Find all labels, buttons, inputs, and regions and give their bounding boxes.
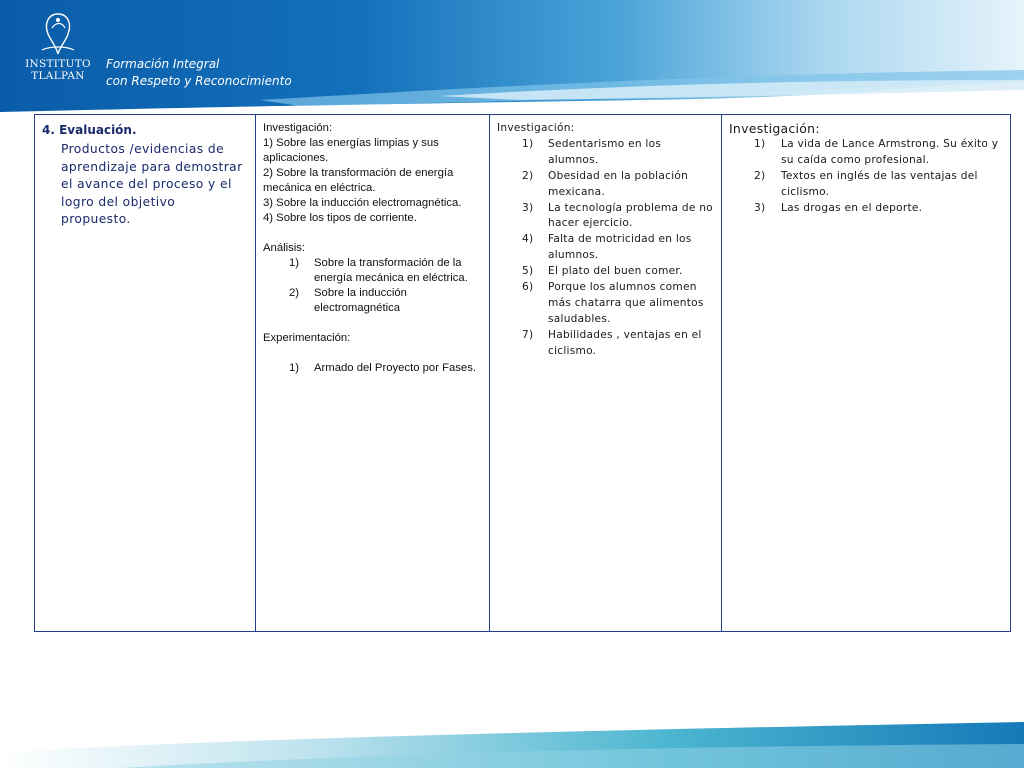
list-item: 4) Falta de motricidad en los alumnos. [522, 233, 692, 262]
experimentacion-heading: Experimentación: [263, 332, 351, 344]
footer-banner [0, 708, 1024, 768]
investigacion-item: 3) Sobre la inducción electromagnética. [263, 197, 462, 209]
investigacion-heading: Investigación: [497, 122, 575, 134]
column-evaluation [35, 115, 256, 631]
list-item: 1) La vida de Lance Armstrong. Su éxito y su caída como profesional. [754, 138, 999, 166]
analisis-list [263, 256, 483, 316]
tagline-line-2: con Respeto y Reconocimiento [106, 74, 292, 88]
evaluation-table [34, 114, 1011, 632]
investigacion-item: 4) Sobre los tipos de corriente. [263, 212, 417, 224]
investigacion-item: 2) Sobre la transformación de energía mecánica en eléctrica. [263, 167, 454, 194]
tagline [106, 56, 292, 90]
investigacion-item: 1) Sobre las energías limpias y sus aplicaciones. [263, 137, 439, 164]
evaluation-title: 4. Evaluación. [42, 123, 137, 137]
list-item: 2) Sobre la inducción electromagnética [289, 287, 407, 314]
column-energy [256, 115, 490, 631]
tagline-line-1: Formación Integral [106, 57, 220, 71]
list-item: 5) El plato del buen comer. [522, 265, 683, 278]
column-cycling [722, 115, 1010, 631]
list-item: 1) Armado del Proyecto por Fases. [289, 362, 476, 374]
cycling-list [729, 137, 1004, 217]
investigacion-heading: Investigación: [263, 122, 333, 134]
list-item: 3) La tecnología problema de no hacer ejercicio. [522, 201, 713, 230]
list-item: 1) Sobre la transformación de la energía mecánica en eléctrica. [289, 257, 468, 284]
investigacion-heading: Investigación: [729, 121, 820, 136]
logo-text-line-2: TLALPAN [31, 70, 85, 82]
evaluation-description: Productos /evidencias de aprendizaje para demostrar el avance del proceso y el logro del objetivo propuesto. [61, 142, 243, 226]
experimentacion-list [263, 361, 483, 376]
list-item: 1) Sedentarismo en los alumnos. [522, 137, 662, 166]
list-item: 2) Obesidad en la población mexicana. [522, 169, 689, 198]
list-item: 3) Las drogas en el deporte. [754, 201, 923, 214]
health-list [497, 137, 715, 360]
list-item: 7) Habilidades , ventajas en el ciclismo. [522, 328, 702, 357]
list-item: 6) Porque los alumnos comen más chatarra que alimentos saludables. [522, 281, 704, 325]
list-item: 2) Textos en inglés de las ventajas del ciclismo. [754, 169, 978, 198]
institute-logo [22, 10, 94, 92]
analisis-heading: Análisis: [263, 242, 306, 254]
logo-emblem-icon [38, 10, 78, 58]
column-health [490, 115, 722, 631]
logo-text-line-1: INSTITUTO [25, 58, 91, 70]
